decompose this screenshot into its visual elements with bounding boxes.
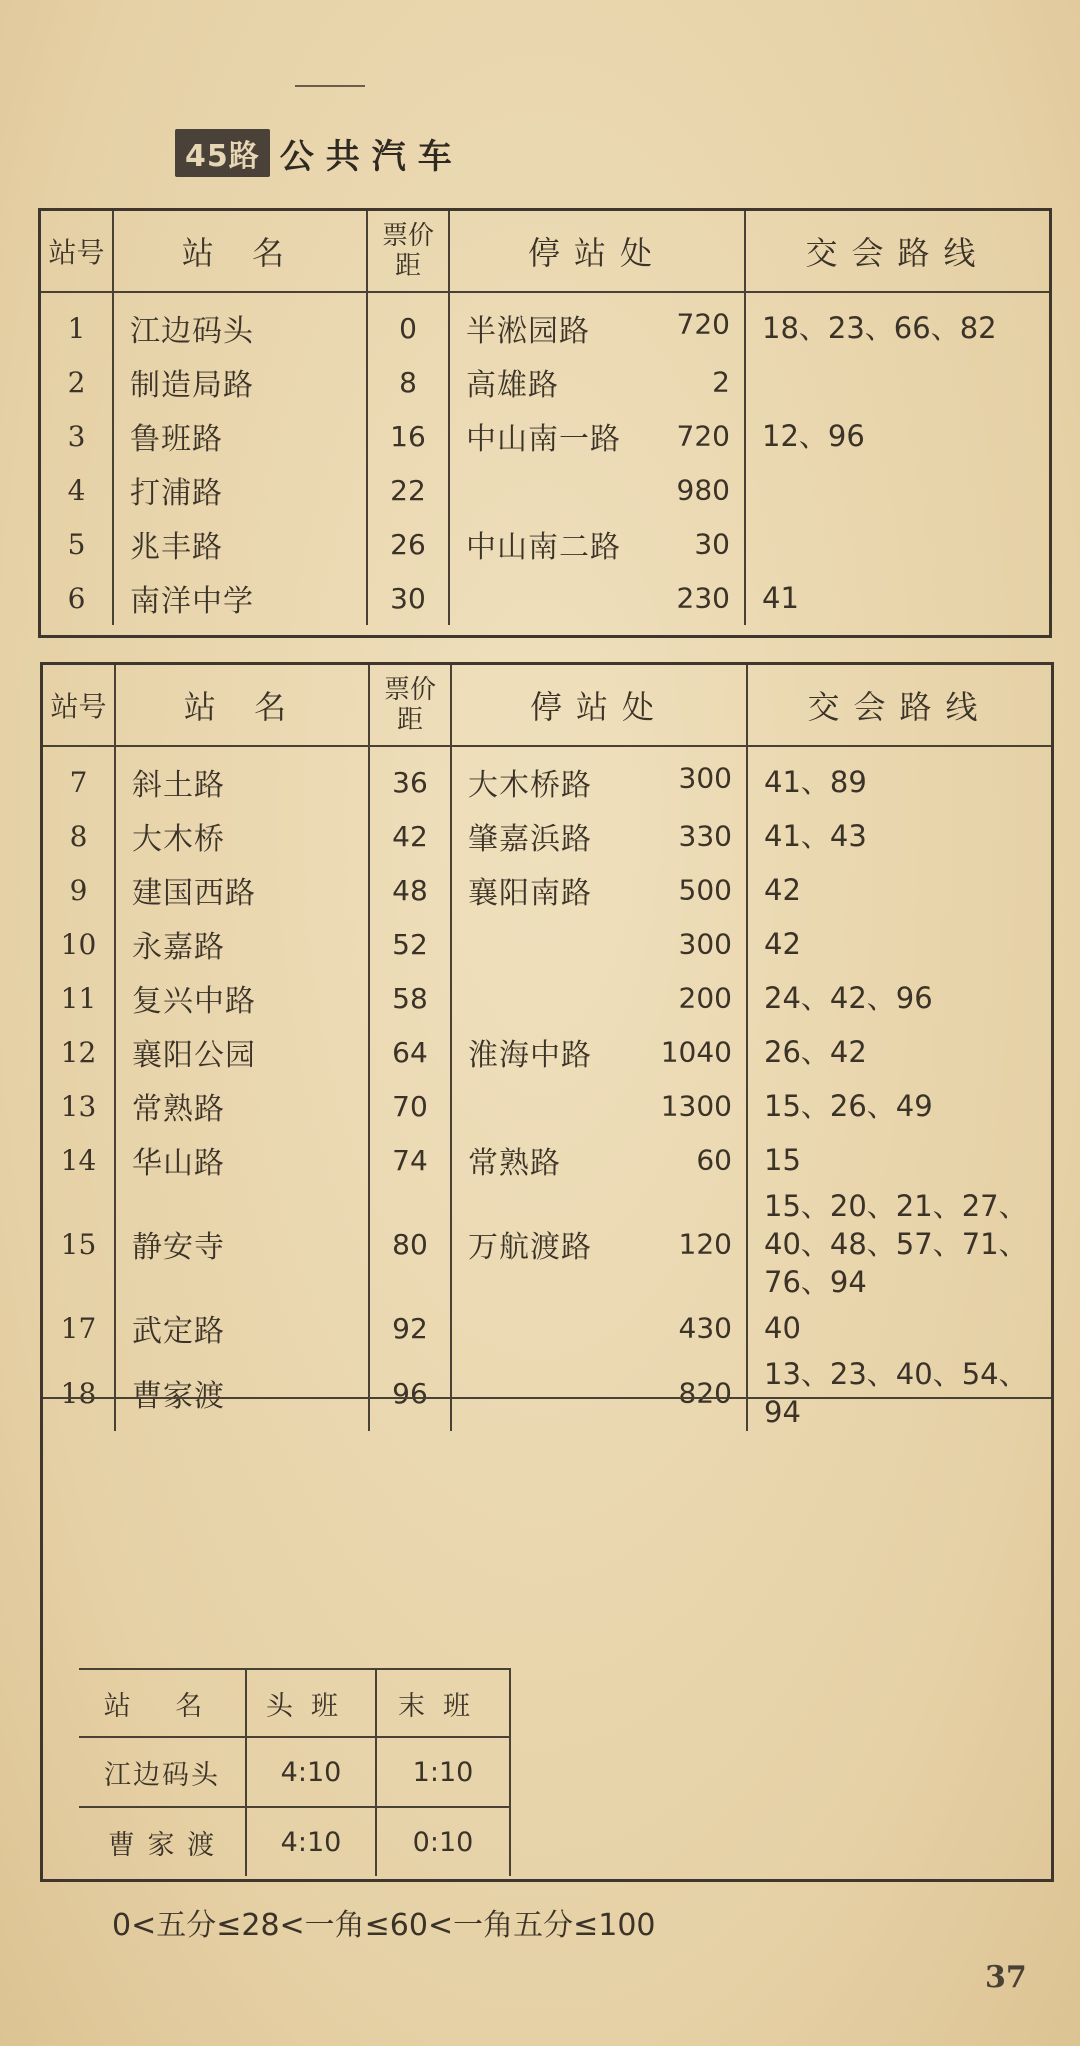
fare-distance: 74: [369, 1133, 451, 1187]
transfer-routes: [747, 917, 1051, 971]
stop-location-distance: 500: [678, 873, 732, 907]
header-fare-top: 票价: [381, 221, 434, 251]
stop-location: [451, 809, 747, 863]
fare-note: 0<五分≤28<一角≤60<一角五分≤100: [112, 1908, 656, 1943]
header-station-name: 站 名: [115, 665, 369, 746]
stops-table: [41, 211, 1049, 625]
schedule-last-bus: 1:10: [376, 1737, 510, 1807]
station-name: 建国西路: [115, 863, 369, 917]
stop-location: [449, 571, 745, 625]
stop-location: [449, 517, 745, 571]
stop-location: [451, 917, 747, 971]
stop-location-distance: 300: [678, 761, 732, 795]
transfer-routes-text: 15、26、49: [764, 1089, 933, 1123]
stop-location: [451, 863, 747, 917]
station-name: 鲁班路: [113, 409, 367, 463]
transfer-routes-text: 15: [764, 1143, 801, 1177]
header-fare-bottom: 距: [396, 705, 423, 735]
schedule-last-bus: 0:10: [376, 1807, 510, 1876]
section-divider: [43, 1397, 1051, 1399]
stop-location: [451, 1133, 747, 1187]
transfer-routes: [747, 1355, 1051, 1431]
station-name: 斜土路: [115, 746, 369, 809]
fare-distance: 42: [369, 809, 451, 863]
stop-location: [449, 355, 745, 409]
table-header-row: [43, 665, 1051, 746]
stop-location-distance: 980: [676, 473, 730, 507]
transfer-routes: [745, 409, 1049, 463]
transfer-routes-text: 42: [764, 927, 801, 961]
table-row: [43, 1025, 1051, 1079]
stop-location: [449, 292, 745, 355]
station-name: 南洋中学: [113, 571, 367, 625]
table-row: [43, 1355, 1051, 1431]
transfer-routes: [745, 571, 1049, 625]
schedule-row: [79, 1807, 510, 1876]
transfer-routes: [747, 809, 1051, 863]
fare-distance: 80: [369, 1187, 451, 1301]
transfer-routes: [745, 517, 1049, 571]
fare-distance: 36: [369, 746, 451, 809]
fare-distance: 16: [367, 409, 449, 463]
station-name: 兆丰路: [113, 517, 367, 571]
fare-distance: 26: [367, 517, 449, 571]
stop-location-name: 中山南二路: [466, 530, 621, 565]
stop-location-distance: 30: [694, 527, 730, 561]
stop-location-distance: 820: [678, 1376, 732, 1410]
transfer-routes-text: 41: [762, 581, 799, 615]
fare-distance: 52: [369, 917, 451, 971]
transfer-routes: [747, 1025, 1051, 1079]
stop-location: [451, 1301, 747, 1355]
schedule-first-bus: 4:10: [246, 1737, 376, 1807]
stop-location: [451, 1079, 747, 1133]
fare-distance: 64: [369, 1025, 451, 1079]
schedule-station-name: 曹 家 渡: [79, 1807, 246, 1876]
station-no: 15: [43, 1187, 115, 1301]
header-stop-location: 停站处: [451, 665, 747, 746]
station-no: 9: [43, 863, 115, 917]
station-name: 静安寺: [115, 1187, 369, 1301]
header-fare-top: 票价: [383, 675, 436, 705]
title-text: 公共汽车: [279, 136, 464, 177]
stop-location-name: 万航渡路: [468, 1230, 592, 1265]
schedule-table: [79, 1668, 511, 1876]
station-name: 华山路: [115, 1133, 369, 1187]
header-transfer-routes: 交会路线: [747, 665, 1051, 746]
station-name: 襄阳公园: [115, 1025, 369, 1079]
stop-location: [451, 1187, 747, 1301]
table-row: [41, 517, 1049, 571]
station-no: 7: [43, 746, 115, 809]
schedule-first-bus: 4:10: [246, 1807, 376, 1876]
table-row: [41, 355, 1049, 409]
transfer-routes-text: 26、42: [764, 1035, 867, 1069]
stop-location-name: 肇嘉浜路: [468, 822, 592, 857]
schedule-header-name: 站 名: [79, 1669, 246, 1737]
transfer-routes: [747, 746, 1051, 809]
stop-location-distance: 430: [678, 1311, 732, 1345]
stop-location-distance: 1300: [660, 1089, 732, 1123]
table-row: [43, 809, 1051, 863]
stop-location-name: 半淞园路: [466, 314, 590, 349]
table-row: [43, 1133, 1051, 1187]
table-row: [41, 463, 1049, 517]
fare-distance: 92: [369, 1301, 451, 1355]
fare-distance: 70: [369, 1079, 451, 1133]
stop-location-distance: 60: [696, 1143, 732, 1177]
transfer-routes-text: 18、23、66、82: [762, 311, 997, 345]
table-row: [43, 1079, 1051, 1133]
stop-location-name: 淮海中路: [468, 1038, 592, 1073]
schedule-header-last: 末班: [376, 1669, 510, 1737]
table-row: [43, 971, 1051, 1025]
header-fare-bottom: 距: [394, 251, 421, 281]
station-no: 5: [41, 517, 113, 571]
stop-location-distance: 300: [678, 927, 732, 961]
table-row: [43, 917, 1051, 971]
transfer-routes-text: 41、89: [764, 765, 867, 799]
stop-location-name: 高雄路: [466, 368, 559, 403]
station-no: 13: [43, 1079, 115, 1133]
transfer-routes-text: 42: [764, 873, 801, 907]
stops-table-section-1: [38, 208, 1052, 638]
top-dash-mark: [295, 85, 365, 87]
transfer-routes-text: 12、96: [762, 419, 865, 453]
station-name: 大木桥: [115, 809, 369, 863]
header-station-no: 站号: [43, 665, 115, 746]
station-name: 常熟路: [115, 1079, 369, 1133]
transfer-routes-text: 24、42、96: [764, 981, 933, 1015]
station-name: 曹家渡: [115, 1355, 369, 1431]
station-no: 4: [41, 463, 113, 517]
stop-location: [451, 746, 747, 809]
station-name: 制造局路: [113, 355, 367, 409]
header-station-name: 站 名: [113, 211, 367, 292]
stops-table: [43, 665, 1051, 1431]
stops-table-section-2: [40, 662, 1054, 1882]
station-no: 6: [41, 571, 113, 625]
transfer-routes: [747, 863, 1051, 917]
station-name: 江边码头: [113, 292, 367, 355]
station-no: 3: [41, 409, 113, 463]
schedule-row: [79, 1737, 510, 1807]
station-no: 10: [43, 917, 115, 971]
stop-location: [449, 463, 745, 517]
fare-distance: 8: [367, 355, 449, 409]
stop-location-distance: 720: [676, 307, 730, 341]
fare-distance: 58: [369, 971, 451, 1025]
station-name: 打浦路: [113, 463, 367, 517]
fare-distance: 96: [369, 1355, 451, 1431]
table-row: [41, 409, 1049, 463]
station-name: 武定路: [115, 1301, 369, 1355]
station-no: 17: [43, 1301, 115, 1355]
stop-location-name: 襄阳南路: [468, 876, 592, 911]
page-title: [175, 130, 464, 176]
stop-location-distance: 1040: [660, 1035, 732, 1069]
header-stop-location: 停站处: [449, 211, 745, 292]
station-no: 14: [43, 1133, 115, 1187]
stop-location-distance: 720: [676, 419, 730, 453]
header-transfer-routes: 交会路线: [745, 211, 1049, 292]
stop-location-distance: 230: [676, 581, 730, 615]
transfer-routes: [745, 292, 1049, 355]
station-no: 8: [43, 809, 115, 863]
transfer-routes: [747, 1187, 1051, 1301]
stop-location-distance: 120: [678, 1227, 732, 1261]
header-station-no: 站号: [41, 211, 113, 292]
fare-distance: 48: [369, 863, 451, 917]
stop-location: [451, 1025, 747, 1079]
stop-location-name: 中山南一路: [466, 422, 621, 457]
station-no: 2: [41, 355, 113, 409]
stop-location-name: 常熟路: [468, 1146, 561, 1181]
transfer-routes: [747, 1079, 1051, 1133]
transfer-routes: [747, 1133, 1051, 1187]
transfer-routes-text: 13、23、40、54、94: [764, 1357, 1028, 1429]
schedule-header-row: [79, 1669, 510, 1737]
table-row: [43, 1187, 1051, 1301]
table-row: [41, 571, 1049, 625]
stop-location-name: 大木桥路: [468, 768, 592, 803]
page-number: 37: [985, 1960, 1027, 1995]
station-name: 复兴中路: [115, 971, 369, 1025]
transfer-routes-text: 40: [764, 1311, 801, 1345]
fare-distance: 0: [367, 292, 449, 355]
header-fare: [369, 665, 451, 746]
schedule-header-first: 头班: [246, 1669, 376, 1737]
table-row: [41, 292, 1049, 355]
station-no: 12: [43, 1025, 115, 1079]
stop-location-distance: 200: [678, 981, 732, 1015]
station-no: 11: [43, 971, 115, 1025]
transfer-routes: [747, 1301, 1051, 1355]
transfer-routes: [745, 355, 1049, 409]
station-no: 18: [43, 1355, 115, 1431]
stop-location: [451, 971, 747, 1025]
header-fare: [367, 211, 449, 292]
schedule-station-name: 江边码头: [79, 1737, 246, 1807]
transfer-routes-text: 15、20、21、27、40、48、57、71、76、94: [764, 1189, 1028, 1299]
table-row: [43, 1301, 1051, 1355]
fare-distance: 22: [367, 463, 449, 517]
station-no: 1: [41, 292, 113, 355]
stop-location: [449, 409, 745, 463]
table-row: [43, 746, 1051, 809]
transfer-routes: [747, 971, 1051, 1025]
route-number-badge: 45路: [175, 129, 270, 177]
table-row: [43, 863, 1051, 917]
station-name: 永嘉路: [115, 917, 369, 971]
transfer-routes-text: 41、43: [764, 819, 867, 853]
transfer-routes: [745, 463, 1049, 517]
fare-distance: 30: [367, 571, 449, 625]
stop-location-distance: 2: [712, 365, 730, 399]
stop-location: [451, 1355, 747, 1431]
table-header-row: [41, 211, 1049, 292]
stop-location-distance: 330: [678, 819, 732, 853]
